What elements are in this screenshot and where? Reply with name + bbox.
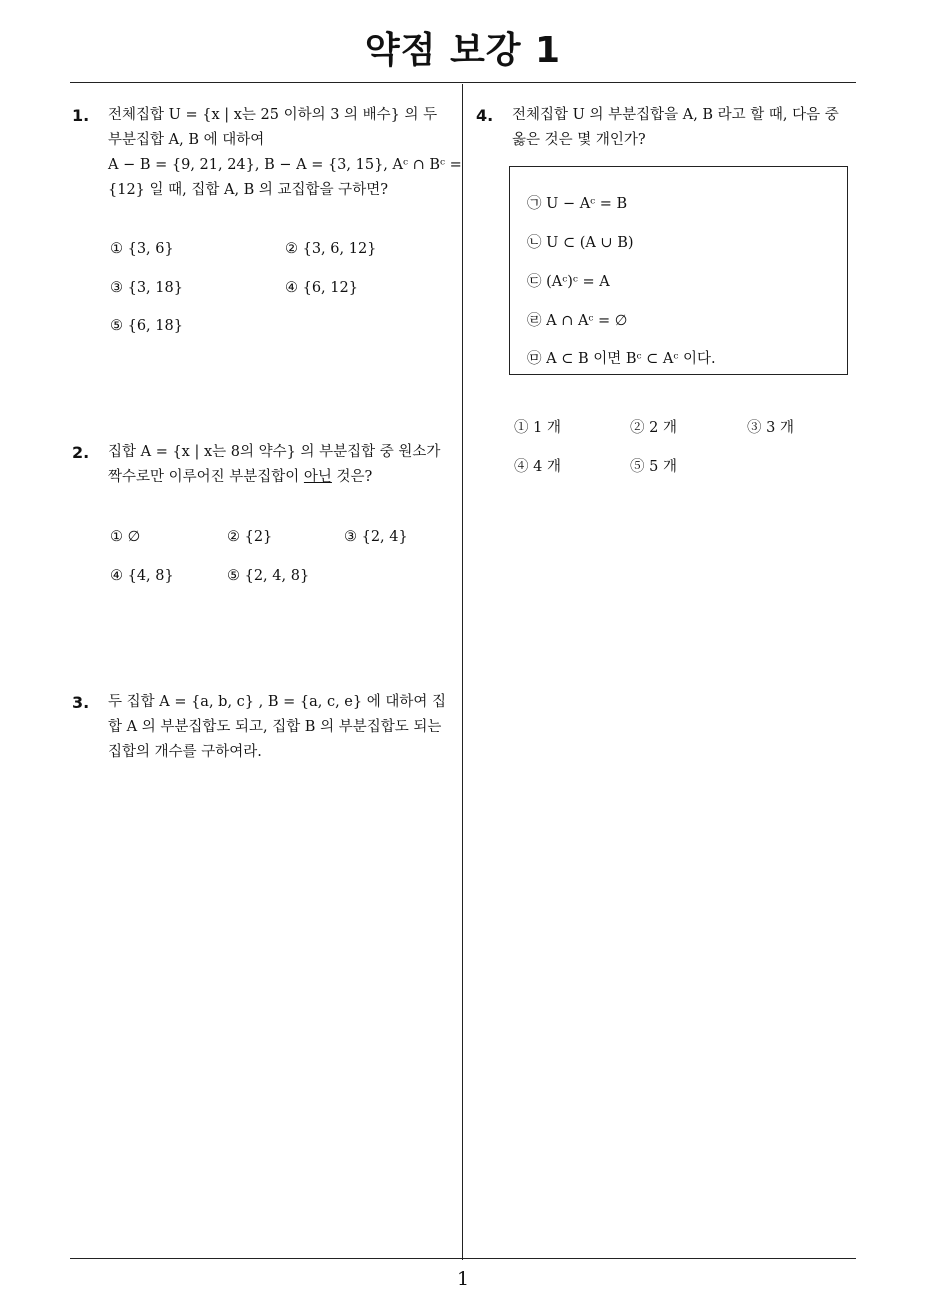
problem-line: 전체집합 U 의 부분집합을 A, B 라고 할 때, 다음 중 [512, 107, 839, 123]
problem-line-part: 것은? [336, 469, 373, 485]
statement-2: ㉡ U ⊂ (A ∪ B) [527, 235, 634, 251]
problem-line: 합 A 의 부분집합도 되고, 집합 B 의 부분집합도 되는 [108, 719, 442, 735]
choice-1[interactable]: ① ∅ [110, 529, 141, 545]
problem-line: 두 집합 A = {a, b, c} , B = {a, c, e} 에 대하여 집 [108, 694, 446, 710]
choice-4[interactable]: ④ 4 개 [514, 459, 561, 475]
problem-line [108, 465, 440, 490]
footer-rule [70, 1258, 856, 1259]
choice-1[interactable]: ① {3, 6} [110, 241, 174, 257]
choice-3[interactable]: ③ {3, 18} [110, 280, 183, 296]
problem-line-part: 짝수로만 이루어진 부분집합이 [108, 469, 300, 485]
problem-number: 2. [72, 443, 90, 462]
page-title: 약점 보강 1 [364, 30, 562, 71]
choice-5[interactable]: ⑤ {2, 4, 8} [227, 568, 310, 584]
statement-5: ㉤ A ⊂ B 이면 Bᶜ ⊂ Aᶜ 이다. [527, 351, 716, 367]
header-rule [70, 82, 856, 83]
problem-line: 집합 A = {x | x는 8의 약수} 의 부분집합 중 원소가 [108, 444, 441, 460]
problem-line: 집합의 개수를 구하여라. [108, 744, 262, 760]
choice-3[interactable]: ③ {2, 4} [344, 529, 408, 545]
problem-line: 옳은 것은 몇 개인가? [512, 132, 646, 148]
statement-3: ㉢ (Aᶜ)ᶜ = A [527, 274, 610, 290]
choice-4[interactable]: ④ {4, 8} [110, 568, 174, 584]
choice-1[interactable]: ① 1 개 [514, 420, 561, 436]
problem-number: 1. [72, 106, 90, 125]
choice-2[interactable]: ② 2 개 [630, 420, 677, 436]
problem-line: {12} 일 때, 집합 A, B 의 교집합을 구하면? [108, 182, 388, 198]
choice-2[interactable]: ② {2} [227, 529, 273, 545]
problem-line: 전체집합 U = {x | x는 25 이하의 3 의 배수} 의 두 [108, 107, 438, 123]
problem-number: 4. [476, 106, 494, 125]
choice-4[interactable]: ④ {6, 12} [285, 280, 358, 296]
problem-text [108, 103, 462, 203]
problem-number: 3. [72, 693, 90, 712]
statement-1: ㉠ U − Aᶜ = B [527, 196, 628, 212]
column-divider [462, 84, 463, 1260]
problem-line: 부분집합 A, B 에 대하여 [108, 132, 265, 148]
statement-box [509, 166, 848, 375]
problem-text [108, 690, 446, 765]
statement-4: ㉣ A ∩ Aᶜ = ∅ [527, 313, 628, 329]
problem-text [512, 103, 839, 153]
choice-2[interactable]: ② {3, 6, 12} [285, 241, 377, 257]
problem-line: A − B = {9, 21, 24}, B − A = {3, 15}, Aᶜ ∩ Bᶜ = [108, 157, 462, 173]
choice-5[interactable]: ⑤ 5 개 [630, 459, 677, 475]
page-number: 1 [456, 1268, 470, 1290]
emphasis-not: 아닌 [303, 469, 332, 485]
choice-3[interactable]: ③ 3 개 [747, 420, 794, 436]
choice-5[interactable]: ⑤ {6, 18} [110, 318, 183, 334]
problem-text [108, 440, 440, 490]
